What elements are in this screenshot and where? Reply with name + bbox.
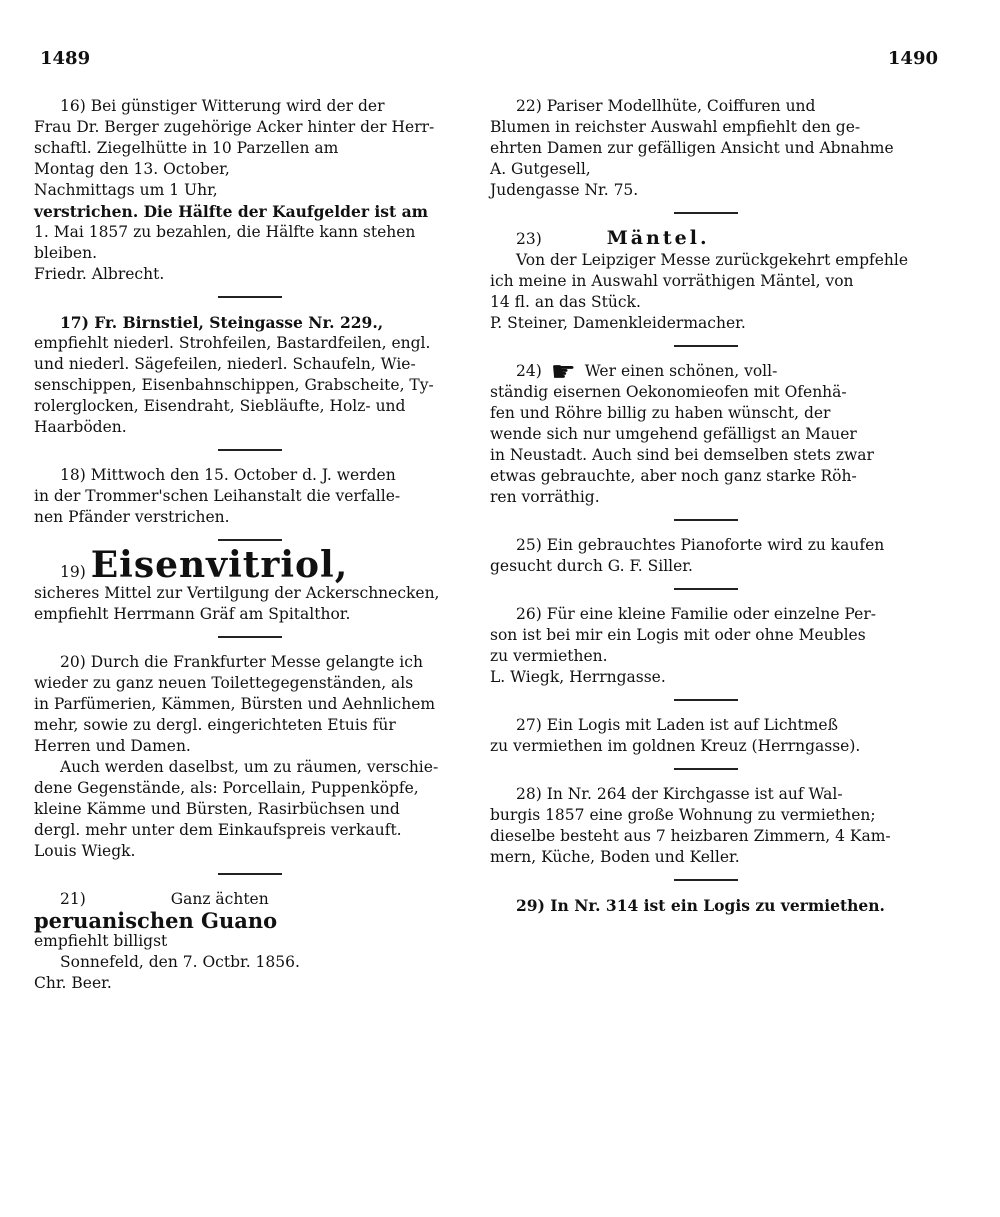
ad-line: Herren und Damen.: [34, 737, 191, 755]
ad-18: [34, 465, 466, 528]
ad-line: in Neustadt. Auch sind bei demselben stets zwar: [490, 446, 874, 464]
separator-rule: [218, 873, 282, 875]
ad-23: [490, 228, 922, 334]
ad-signature: Judengasse Nr. 75.: [490, 181, 639, 199]
ad-line: bleiben.: [34, 244, 98, 262]
ad-line: nen Pfänder verstrichen.: [34, 508, 230, 526]
ad-line: 14 fl. an das Stück.: [490, 293, 641, 311]
ad-line: 26) Für eine kleine Familie oder einzelne Per-: [516, 605, 876, 623]
ad-line: etwas gebrauchte, aber noch ganz starke Röh-: [490, 467, 857, 485]
ad-line: 29) In Nr. 314 ist ein Logis zu vermiethen.: [516, 896, 885, 915]
ad-21: [34, 889, 466, 994]
ad-line: in Parfümerien, Kämmen, Bürsten und Aehnlichem: [34, 695, 436, 713]
ad-line: Frau Dr. Berger zugehörige Acker hinter der Herr-: [34, 118, 435, 136]
ad-line: und niederl. Sägefeilen, niederl. Schaufeln, Wie-: [34, 355, 416, 373]
separator-rule: [218, 449, 282, 451]
ad-line: burgis 1857 eine große Wohnung zu vermiethen;: [490, 806, 876, 824]
ad-17: [34, 312, 466, 438]
ad-line: 18) Mittwoch den 15. October d. J. werden: [60, 466, 396, 484]
separator-rule: [218, 296, 282, 298]
ad-headline: peruanischen Guano: [34, 908, 278, 933]
right-column: [490, 96, 922, 916]
ad-line: ich meine in Auswahl vorräthigen Mäntel, von: [490, 272, 854, 290]
ad-line: empfiehlt niederl. Strohfeilen, Bastardfeilen, engl.: [34, 334, 431, 352]
ad-line: dene Gegenstände, als: Porcellain, Puppenköpfe,: [34, 779, 419, 797]
ad-line: 28) In Nr. 264 der Kirchgasse ist auf Wal-: [516, 785, 843, 803]
ad-line: senschippen, Eisenbahnschippen, Grabscheite, Ty-: [34, 376, 434, 394]
ad-line: ren vorräthig.: [490, 488, 600, 506]
ad-headline: Eisenvitriol,: [90, 544, 349, 586]
ad-16: [34, 96, 466, 285]
separator-rule: [218, 636, 282, 638]
ad-signature: P. Steiner, Damenkleidermacher.: [490, 314, 746, 332]
ad-number: 21): [60, 890, 86, 908]
ad-line: sicheres Mittel zur Vertilgung der Ackerschnecken,: [34, 584, 440, 602]
ad-25: [490, 535, 922, 577]
separator-rule: [674, 768, 738, 770]
ad-line: rolerglocken, Eisendraht, Siebläufte, Holz- und: [34, 397, 406, 415]
ad-line: mehr, sowie zu dergl. eingerichteten Etuis für: [34, 716, 396, 734]
ad-line: Von der Leipziger Messe zurückgekehrt empfehle: [516, 251, 909, 269]
ad-line: 16) Bei günstiger Witterung wird der der: [60, 97, 385, 115]
separator-rule: [674, 519, 738, 521]
ad-signature: A. Gutgesell,: [490, 160, 591, 178]
ad-line: in der Trommer'schen Leihanstalt die verfalle-: [34, 487, 401, 505]
ad-28: [490, 784, 922, 868]
ad-line: Ganz ächten: [170, 890, 269, 908]
ad-22: [490, 96, 922, 201]
ad-19: [34, 544, 466, 625]
ad-line: 22) Pariser Modellhüte, Coiffuren und: [516, 97, 816, 115]
ad-line: empfiehlt Herrmann Gräf am Spitalthor.: [34, 605, 351, 623]
separator-rule: [674, 588, 738, 590]
ad-line: verstrichen. Die Hälfte der Kaufgelder ist am: [34, 202, 429, 221]
ad-line: zu vermiethen.: [490, 647, 608, 665]
ad-line: wende sich nur umgehend gefälligst an Mauer: [490, 425, 857, 443]
ad-line: fen und Röhre billig zu haben wünscht, der: [490, 404, 831, 422]
separator-rule: [674, 345, 738, 347]
left-column: [34, 96, 466, 994]
ad-line: empfiehlt billigst: [34, 932, 168, 950]
ad-line: dieselbe besteht aus 7 heizbaren Zimmern, 4 Kam-: [490, 827, 891, 845]
separator-rule: [674, 879, 738, 881]
ad-line: son ist bei mir ein Logis mit oder ohne Meubles: [490, 626, 866, 644]
separator-rule: [674, 212, 738, 214]
ad-number: 24): [516, 362, 542, 380]
ad-24: [490, 355, 922, 508]
ad-date: Montag den 13. October,: [34, 160, 230, 178]
ad-26: [490, 604, 922, 688]
ad-time: Nachmittags um 1 Uhr,: [34, 181, 218, 199]
ad-signature: Friedr. Albrecht.: [34, 265, 165, 283]
ad-line: Haarböden.: [34, 418, 127, 436]
page-number-right: 1490: [887, 48, 938, 69]
ad-line: ehrten Damen zur gefälligen Ansicht und Abnahme: [490, 139, 894, 157]
pointing-hand-icon: ☛: [550, 355, 576, 388]
page-number-left: 1489: [40, 48, 91, 69]
ad-line: Wer einen schönen, voll-: [584, 362, 778, 380]
ad-27: [490, 715, 922, 757]
ad-line: dergl. mehr unter dem Einkaufspreis verkauft.: [34, 821, 402, 839]
ad-line: Blumen in reichster Auswahl empfiehlt den ge-: [490, 118, 861, 136]
ad-line: 1. Mai 1857 zu bezahlen, die Hälfte kann stehen: [34, 223, 416, 241]
separator-rule: [674, 699, 738, 701]
ad-line: mern, Küche, Boden und Keller.: [490, 848, 740, 866]
ad-line: 20) Durch die Frankfurter Messe gelangte ich: [60, 653, 423, 671]
ad-line: wieder zu ganz neuen Toilettegegenständen, als: [34, 674, 414, 692]
ad-headline: Mäntel.: [606, 227, 710, 249]
ad-20: [34, 652, 466, 862]
ad-line: 27) Ein Logis mit Laden ist auf Lichtmeß: [516, 716, 838, 734]
separator-rule: [218, 539, 282, 541]
ad-line: gesucht durch G. F. Siller.: [490, 557, 693, 575]
ad-number: 19): [60, 563, 86, 581]
ad-line: kleine Kämme und Bürsten, Rasirbüchsen und: [34, 800, 400, 818]
ad-line: zu vermiethen im goldnen Kreuz (Herrngasse).: [490, 737, 861, 755]
ad-line: 17) Fr. Birnstiel, Steingasse Nr. 229.,: [60, 313, 384, 332]
ad-line: 25) Ein gebrauchtes Pianoforte wird zu kaufen: [516, 536, 885, 554]
ad-line: Sonnefeld, den 7. Octbr. 1856.: [60, 953, 300, 971]
ad-signature: Louis Wiegk.: [34, 842, 136, 860]
ad-line: schaftl. Ziegelhütte in 10 Parzellen am: [34, 139, 339, 157]
ad-number: 23): [516, 230, 542, 248]
ad-signature: L. Wiegk, Herrngasse.: [490, 668, 666, 686]
ad-line: Auch werden daselbst, um zu räumen, verschie-: [60, 758, 439, 776]
ad-29: [490, 895, 922, 916]
ad-signature: Chr. Beer.: [34, 974, 112, 992]
ad-line: ständig eisernen Oekonomieofen mit Ofenhä-: [490, 383, 847, 401]
